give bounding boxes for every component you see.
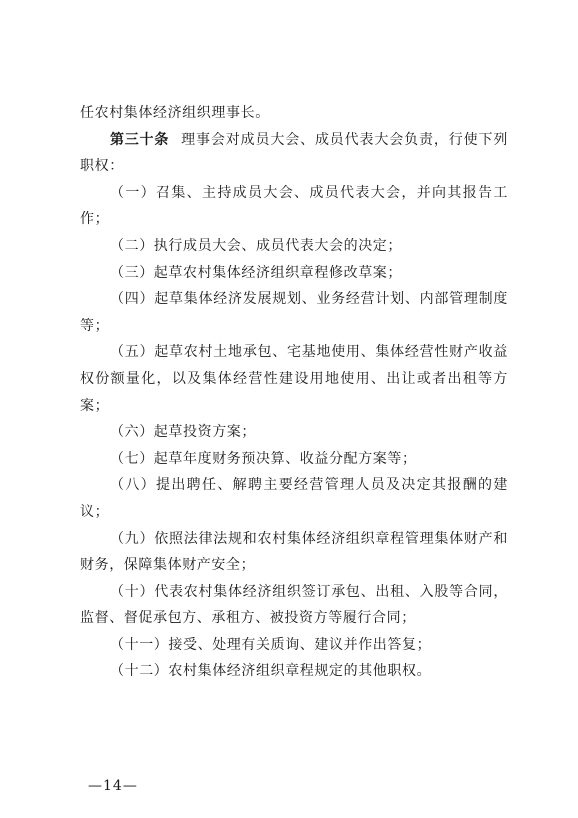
list-item: （六）起草投资方案； xyxy=(110,424,256,441)
list-item: （七）起草年度财务预决算、收益分配方案等； xyxy=(110,450,417,467)
document-body xyxy=(80,100,508,685)
list-item: （十一）接受、处理有关质询、建议并作出答复； xyxy=(110,636,432,653)
list-item: （四）起草集体经济发展规划、业务经营计划、内部管理制度等； xyxy=(80,291,508,334)
list-item: （十）代表农村集体经济组织签订承包、出租、入股等合同，监督、督促承包方、承租方、被投资方等履行合同； xyxy=(80,583,508,627)
page-number: —14— xyxy=(88,778,138,794)
article-paragraph xyxy=(80,127,508,180)
list-item: （一）召集、主持成员大会、成员代表大会，并向其报告工作； xyxy=(80,184,508,228)
list-item: （二）执行成员大会、成员代表大会的决定； xyxy=(110,237,402,254)
article-number: 第三十条 xyxy=(110,131,170,148)
list-item: （三）起草农村集体经济组织章程修改草案； xyxy=(110,264,402,281)
list-item: （九）依照法律法规和农村集体经济组织章程管理集体财产和财务，保障集体财产安全； xyxy=(80,530,508,574)
list-item: （八）提出聘任、解聘主要经营管理人员及决定其报酬的建议； xyxy=(80,477,508,520)
article-intro: 理事会对成员大会、成员代表大会负责，行使下列职权： xyxy=(80,131,509,175)
continuation-paragraph: 任农村集体经济组织理事长。 xyxy=(80,105,270,121)
list-item: （十二）农村集体经济组织章程规定的其他职权。 xyxy=(110,663,432,680)
list-item: （五）起草农村土地承包、宅基地使用、集体经营性财产收益权份额量化，以及集体经营性建设用地使用、出让或者出租等方案； xyxy=(80,344,508,414)
